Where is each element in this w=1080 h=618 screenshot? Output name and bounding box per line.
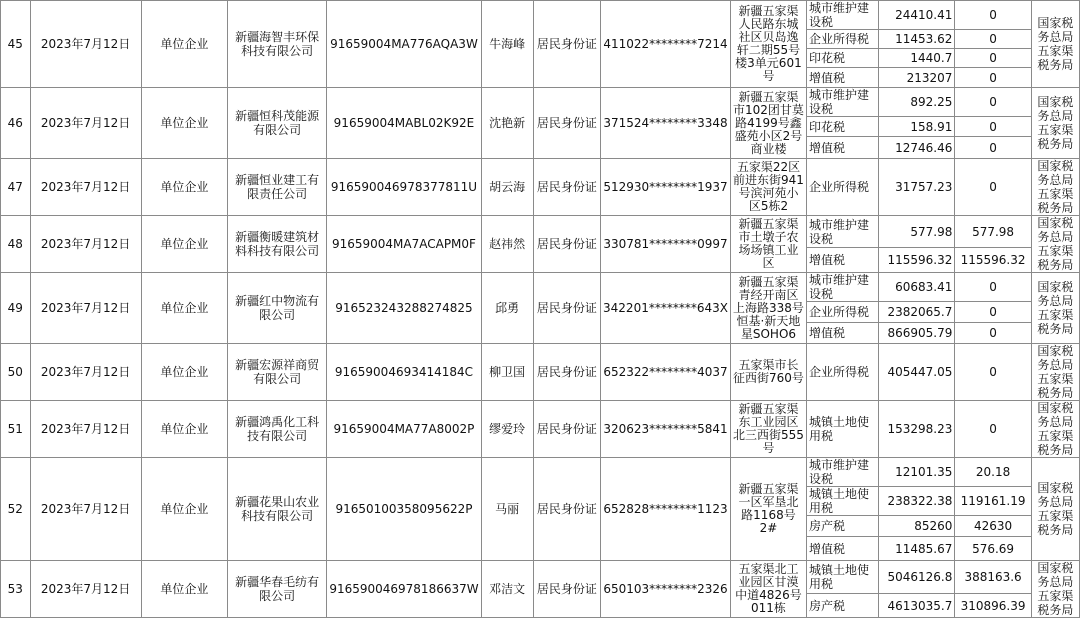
tax-authority: 国家税务总局五家渠税务局 bbox=[1031, 344, 1079, 401]
tax-type: 房产税 bbox=[806, 594, 878, 618]
business-address: 新疆五家渠人民路东城社区贝岛逸轩二期55号楼3单元601号 bbox=[730, 1, 806, 88]
record-date: 2023年7月12日 bbox=[30, 216, 141, 273]
current-arrears: 0 bbox=[955, 30, 1031, 49]
id-number: 650103********2326 bbox=[601, 561, 731, 618]
tax-type: 印花税 bbox=[806, 117, 878, 137]
credit-code: 91650100358095622P bbox=[327, 458, 481, 561]
tax-authority: 国家税务总局五家渠税务局 bbox=[1031, 216, 1079, 273]
record-date: 2023年7月12日 bbox=[30, 401, 141, 458]
id-number: 342201********643X bbox=[601, 273, 731, 344]
credit-code: 91659004MA7ACAPM0F bbox=[327, 216, 481, 273]
arrears-amount: 213207 bbox=[879, 68, 955, 88]
id-type: 居民身份证 bbox=[533, 159, 600, 216]
current-arrears: 0 bbox=[955, 323, 1031, 344]
table-row bbox=[1, 344, 1080, 401]
arrears-amount: 892.25 bbox=[879, 88, 955, 117]
record-date: 2023年7月12日 bbox=[30, 561, 141, 618]
company-name: 新疆衡暖建筑材料科技有限公司 bbox=[228, 216, 327, 273]
record-date: 2023年7月12日 bbox=[30, 458, 141, 561]
business-address: 新疆五家渠青经开南区上海路338号恒基·新天地星SOHO6 bbox=[730, 273, 806, 344]
tax-type: 城镇土地使用税 bbox=[806, 401, 878, 458]
tax-type: 企业所得税 bbox=[806, 344, 878, 401]
tax-type: 城市维护建设税 bbox=[806, 216, 878, 248]
record-date: 2023年7月12日 bbox=[30, 88, 141, 159]
table-row bbox=[1, 1, 1080, 30]
legal-representative: 邱勇 bbox=[481, 273, 533, 344]
table-row bbox=[1, 458, 1080, 487]
arrears-amount: 866905.79 bbox=[879, 323, 955, 344]
tax-type: 城镇土地使用税 bbox=[806, 561, 878, 594]
taxpayer-type: 单位企业 bbox=[141, 273, 227, 344]
legal-representative: 邓洁文 bbox=[481, 561, 533, 618]
record-date: 2023年7月12日 bbox=[30, 159, 141, 216]
current-arrears: 0 bbox=[955, 1, 1031, 30]
tax-type: 城镇土地使用税 bbox=[806, 487, 878, 516]
company-name: 新疆恒业建工有限责任公司 bbox=[228, 159, 327, 216]
row-number: 49 bbox=[1, 273, 31, 344]
current-arrears: 0 bbox=[955, 88, 1031, 117]
arrears-amount: 5046126.8 bbox=[879, 561, 955, 594]
arrears-amount: 115596.32 bbox=[879, 248, 955, 273]
id-type: 居民身份证 bbox=[533, 401, 600, 458]
business-address: 新疆五家渠东工业园区北三西街555号 bbox=[730, 401, 806, 458]
current-arrears: 0 bbox=[955, 159, 1031, 216]
current-arrears: 388163.6 bbox=[955, 561, 1031, 594]
row-number: 48 bbox=[1, 216, 31, 273]
legal-representative: 缪爱玲 bbox=[481, 401, 533, 458]
legal-representative: 柳卫国 bbox=[481, 344, 533, 401]
current-arrears: 0 bbox=[955, 344, 1031, 401]
current-arrears: 0 bbox=[955, 137, 1031, 159]
table-row bbox=[1, 216, 1080, 248]
legal-representative: 沈艳新 bbox=[481, 88, 533, 159]
tax-authority: 国家税务总局五家渠税务局 bbox=[1031, 458, 1079, 561]
arrears-amount: 238322.38 bbox=[879, 487, 955, 516]
arrears-amount: 153298.23 bbox=[879, 401, 955, 458]
business-address: 五家渠市长征西街760号 bbox=[730, 344, 806, 401]
taxpayer-type: 单位企业 bbox=[141, 88, 227, 159]
current-arrears: 0 bbox=[955, 49, 1031, 68]
company-name: 新疆鸿禹化工科技有限公司 bbox=[228, 401, 327, 458]
legal-representative: 胡云海 bbox=[481, 159, 533, 216]
current-arrears: 0 bbox=[955, 273, 1031, 302]
tax-authority: 国家税务总局五家渠税务局 bbox=[1031, 273, 1079, 344]
taxpayer-type: 单位企业 bbox=[141, 561, 227, 618]
arrears-amount: 12101.35 bbox=[879, 458, 955, 487]
arrears-amount: 60683.41 bbox=[879, 273, 955, 302]
current-arrears: 119161.19 bbox=[955, 487, 1031, 516]
table-row bbox=[1, 561, 1080, 594]
row-number: 46 bbox=[1, 88, 31, 159]
table-body bbox=[1, 1, 1080, 618]
business-address: 五家渠22区前进东街941号滨河苑小区5栋2 bbox=[730, 159, 806, 216]
business-address: 新疆五家渠一区军垦北路1168号2# bbox=[730, 458, 806, 561]
tax-type: 城市维护建设税 bbox=[806, 458, 878, 487]
id-number: 371524********3348 bbox=[601, 88, 731, 159]
arrears-amount: 577.98 bbox=[879, 216, 955, 248]
row-number: 53 bbox=[1, 561, 31, 618]
id-type: 居民身份证 bbox=[533, 561, 600, 618]
id-number: 320623********5841 bbox=[601, 401, 731, 458]
id-number: 652828********1123 bbox=[601, 458, 731, 561]
arrears-amount: 11453.62 bbox=[879, 30, 955, 49]
business-address: 新疆五家渠市102团甘莫路4199号鑫盛苑小区2号商业楼 bbox=[730, 88, 806, 159]
taxpayer-type: 单位企业 bbox=[141, 1, 227, 88]
taxpayer-type: 单位企业 bbox=[141, 344, 227, 401]
company-name: 新疆海智丰环保科技有限公司 bbox=[228, 1, 327, 88]
tax-type: 城市维护建设税 bbox=[806, 1, 878, 30]
tax-type: 增值税 bbox=[806, 68, 878, 88]
current-arrears: 577.98 bbox=[955, 216, 1031, 248]
tax-authority: 国家税务总局五家渠税务局 bbox=[1031, 88, 1079, 159]
current-arrears: 0 bbox=[955, 68, 1031, 88]
table-row bbox=[1, 273, 1080, 302]
credit-code: 916523243288274825 bbox=[327, 273, 481, 344]
tax-authority: 国家税务总局五家渠税务局 bbox=[1031, 561, 1079, 618]
row-number: 51 bbox=[1, 401, 31, 458]
legal-representative: 牛海峰 bbox=[481, 1, 533, 88]
company-name: 新疆恒科茂能源有限公司 bbox=[228, 88, 327, 159]
arrears-amount: 158.91 bbox=[879, 117, 955, 137]
tax-type: 城市维护建设税 bbox=[806, 88, 878, 117]
tax-type: 房产税 bbox=[806, 516, 878, 537]
table-row bbox=[1, 88, 1080, 117]
current-arrears: 42630 bbox=[955, 516, 1031, 537]
id-type: 居民身份证 bbox=[533, 458, 600, 561]
id-number: 330781********0997 bbox=[601, 216, 731, 273]
credit-code: 91659004MA77A8002P bbox=[327, 401, 481, 458]
company-name: 新疆花果山农业科技有限公司 bbox=[228, 458, 327, 561]
taxpayer-type: 单位企业 bbox=[141, 159, 227, 216]
business-address: 五家渠北工业园区甘漠中道4826号011栋 bbox=[730, 561, 806, 618]
legal-representative: 赵祎然 bbox=[481, 216, 533, 273]
record-date: 2023年7月12日 bbox=[30, 344, 141, 401]
row-number: 52 bbox=[1, 458, 31, 561]
current-arrears: 0 bbox=[955, 302, 1031, 323]
id-type: 居民身份证 bbox=[533, 88, 600, 159]
taxpayer-type: 单位企业 bbox=[141, 458, 227, 561]
id-number: 411022********7214 bbox=[601, 1, 731, 88]
arrears-amount: 85260 bbox=[879, 516, 955, 537]
record-date: 2023年7月12日 bbox=[30, 273, 141, 344]
arrears-amount: 4613035.7 bbox=[879, 594, 955, 618]
tax-type: 企业所得税 bbox=[806, 30, 878, 49]
company-name: 新疆红中物流有限公司 bbox=[228, 273, 327, 344]
arrears-amount: 2382065.7 bbox=[879, 302, 955, 323]
row-number: 47 bbox=[1, 159, 31, 216]
company-name: 新疆华春毛纺有限公司 bbox=[228, 561, 327, 618]
id-number: 652322********4037 bbox=[601, 344, 731, 401]
company-name: 新疆宏源祥商贸有限公司 bbox=[228, 344, 327, 401]
arrears-amount: 31757.23 bbox=[879, 159, 955, 216]
current-arrears: 0 bbox=[955, 401, 1031, 458]
row-number: 50 bbox=[1, 344, 31, 401]
tax-authority: 国家税务总局五家渠税务局 bbox=[1031, 159, 1079, 216]
arrears-amount: 1440.7 bbox=[879, 49, 955, 68]
record-date: 2023年7月12日 bbox=[30, 1, 141, 88]
current-arrears: 0 bbox=[955, 117, 1031, 137]
taxpayer-type: 单位企业 bbox=[141, 216, 227, 273]
arrears-amount: 11485.67 bbox=[879, 537, 955, 561]
table-row bbox=[1, 401, 1080, 458]
id-type: 居民身份证 bbox=[533, 216, 600, 273]
legal-representative: 马丽 bbox=[481, 458, 533, 561]
current-arrears: 576.69 bbox=[955, 537, 1031, 561]
tax-authority: 国家税务总局五家渠税务局 bbox=[1031, 401, 1079, 458]
credit-code: 91659004MA776AQA3W bbox=[327, 1, 481, 88]
arrears-amount: 12746.46 bbox=[879, 137, 955, 159]
arrears-amount: 405447.05 bbox=[879, 344, 955, 401]
tax-type: 增值税 bbox=[806, 537, 878, 561]
id-number: 512930********1937 bbox=[601, 159, 731, 216]
business-address: 新疆五家渠市土墩子农场场镇工业区 bbox=[730, 216, 806, 273]
current-arrears: 115596.32 bbox=[955, 248, 1031, 273]
tax-type: 企业所得税 bbox=[806, 159, 878, 216]
credit-code: 916590046978186637W bbox=[327, 561, 481, 618]
credit-code: 91659004693414184C bbox=[327, 344, 481, 401]
tax-type: 增值税 bbox=[806, 248, 878, 273]
arrears-amount: 24410.41 bbox=[879, 1, 955, 30]
id-type: 居民身份证 bbox=[533, 344, 600, 401]
id-type: 居民身份证 bbox=[533, 1, 600, 88]
tax-type: 增值税 bbox=[806, 323, 878, 344]
tax-type: 企业所得税 bbox=[806, 302, 878, 323]
credit-code: 91659004MABL02K92E bbox=[327, 88, 481, 159]
id-type: 居民身份证 bbox=[533, 273, 600, 344]
tax-authority: 国家税务总局五家渠税务局 bbox=[1031, 1, 1079, 88]
current-arrears: 20.18 bbox=[955, 458, 1031, 487]
table-row bbox=[1, 159, 1080, 216]
tax-type: 增值税 bbox=[806, 137, 878, 159]
row-number: 45 bbox=[1, 1, 31, 88]
tax-type: 印花税 bbox=[806, 49, 878, 68]
current-arrears: 310896.39 bbox=[955, 594, 1031, 618]
taxpayer-type: 单位企业 bbox=[141, 401, 227, 458]
credit-code: 916590046978377811U bbox=[327, 159, 481, 216]
tax-type: 城市维护建设税 bbox=[806, 273, 878, 302]
